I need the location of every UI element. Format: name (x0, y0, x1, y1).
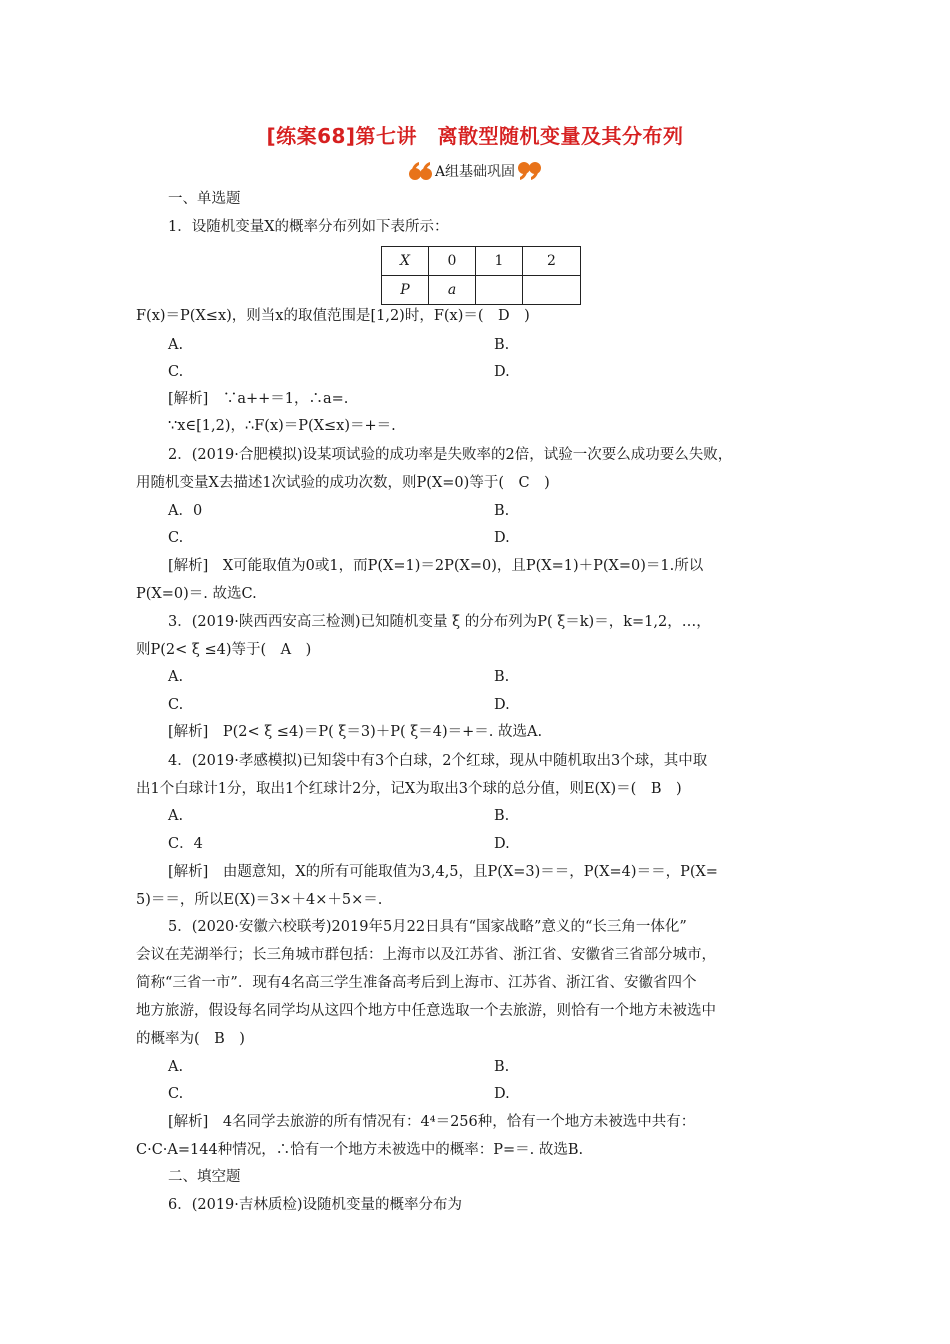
q4-line-2: 出1个白球计1分，取出1个红球计2分，记X为取出3个球的总分值，则E(X)＝( B ) (136, 781, 682, 797)
q5-option-d: D. (494, 1086, 510, 1102)
q3-line-1: 3．(2019·陕西西安高三检测)已知随机变量 ξ 的分布列为P( ξ＝k)＝，k=1,2，…， (168, 614, 711, 630)
right-quote-icon (517, 158, 543, 184)
section-heading-single: 一、单选题 (168, 191, 241, 207)
q1-option-a: A. (168, 337, 184, 353)
table-cell (523, 276, 581, 305)
q5-line-1: 5．(2020·安徽六校联考)2019年5月22日具有“国家战略”意义的“长三角一体化” (168, 919, 687, 935)
table-cell: 2 (523, 247, 581, 276)
q4-line-1: 4．(2019·孝感模拟)已知袋中有3个白球，2个红球，现从中随机取出3个球，其中取 (168, 753, 708, 769)
group-badge (0, 158, 950, 184)
q5-line-5: 的概率为( B ) (136, 1031, 245, 1047)
q1-option-c: C. (168, 364, 184, 380)
q5-solution-1: [解析] 4名同学去旅游的所有情况有：4⁴＝256种，恰有一个地方未被选中共有： (168, 1114, 696, 1130)
q2-option-c: C. (168, 530, 184, 546)
group-label: A组基础巩固 (434, 164, 516, 180)
q3-option-a: A. (168, 669, 184, 685)
table-row (382, 247, 581, 276)
q5-line-3: 简称“三省一市”．现有4名高三学生准备高考后到上海市、江苏省、浙江省、安徽省四个 (136, 975, 697, 991)
q5-line-2: 会议在芜湖举行；长三角城市群包括：上海市以及江苏省、浙江省、安徽省三省部分城市， (136, 947, 716, 963)
q3-line-2: 则P(2< ξ ≤4)等于( A ) (136, 642, 312, 658)
q1-option-d: D. (494, 364, 510, 380)
q2-line-2: 用随机变量X去描述1次试验的成功次数，则P(X=0)等于( C ) (136, 475, 550, 491)
q4-option-c: C．4 (168, 836, 203, 852)
q5-line-4: 地方旅游，假设每名同学均从这四个地方中任意选取一个去旅游，则恰有一个地方未被选中 (136, 1003, 716, 1019)
q4-option-b: B. (494, 808, 510, 824)
left-quote-icon (407, 158, 433, 184)
q2-solution-2: P(X=0)＝. 故选C. (136, 586, 257, 602)
q4-option-d: D. (494, 836, 510, 852)
q1-condition: F(x)＝P(X≤x)，则当x的取值范围是[1,2)时，F(x)＝( D ) (136, 308, 530, 324)
q3-option-b: B. (494, 669, 510, 685)
q5-option-c: C. (168, 1086, 184, 1102)
q1-option-b: B. (494, 337, 510, 353)
q1-solution-1: [解析] ∵a++＝1，∴a=. (168, 391, 349, 407)
q5-solution-2: C·C·A=144种情况，∴恰有一个地方未被选中的概率：P=＝. 故选B. (136, 1142, 584, 1158)
q6-line-1: 6．(2019·吉林质检)设随机变量的概率分布为 (168, 1197, 463, 1213)
table-cell: X (382, 247, 429, 276)
q4-solution-1: [解析] 由题意知，X的所有可能取值为3,4,5，且P(X=3)＝＝，P(X=4)＝＝，P(X= (168, 864, 718, 880)
page-title: [练案68]第七讲 离散型随机变量及其分布列 (266, 124, 684, 148)
q2-option-b: B. (494, 503, 510, 519)
table-cell: 1 (476, 247, 523, 276)
q4-solution-2: 5)＝＝，所以E(X)＝3×＋4×＋5×＝. (136, 892, 383, 908)
q3-option-c: C. (168, 697, 184, 713)
q2-line-1: 2．(2019·合肥模拟)设某项试验的成功率是失败率的2倍，试验一次要么成功要么失败， (168, 447, 733, 463)
q1-solution-2: ∵x∈[1,2)，∴F(x)＝P(X≤x)＝+＝. (168, 418, 396, 434)
q1-stem: 1．设随机变量X的概率分布列如下表所示： (168, 219, 449, 235)
table-cell: 0 (429, 247, 476, 276)
distribution-table (381, 246, 581, 305)
q5-option-b: B. (494, 1059, 510, 1075)
q5-option-a: A. (168, 1059, 184, 1075)
q2-option-a: A．0 (168, 503, 203, 519)
table-row (382, 276, 581, 305)
table-cell: P (382, 276, 429, 305)
table-cell: a (429, 276, 476, 305)
q2-solution-1: [解析] X可能取值为0或1，而P(X=1)＝2P(X=0)，且P(X=1)＋P(X=0)＝1.所以 (168, 558, 704, 574)
q3-option-d: D. (494, 697, 510, 713)
q2-option-d: D. (494, 530, 510, 546)
q4-option-a: A. (168, 808, 184, 824)
section-heading-fill: 二、填空题 (168, 1169, 241, 1185)
table-cell (476, 276, 523, 305)
q3-solution-1: [解析] P(2< ξ ≤4)＝P( ξ＝3)＋P( ξ＝4)＝+＝. 故选A. (168, 724, 543, 740)
